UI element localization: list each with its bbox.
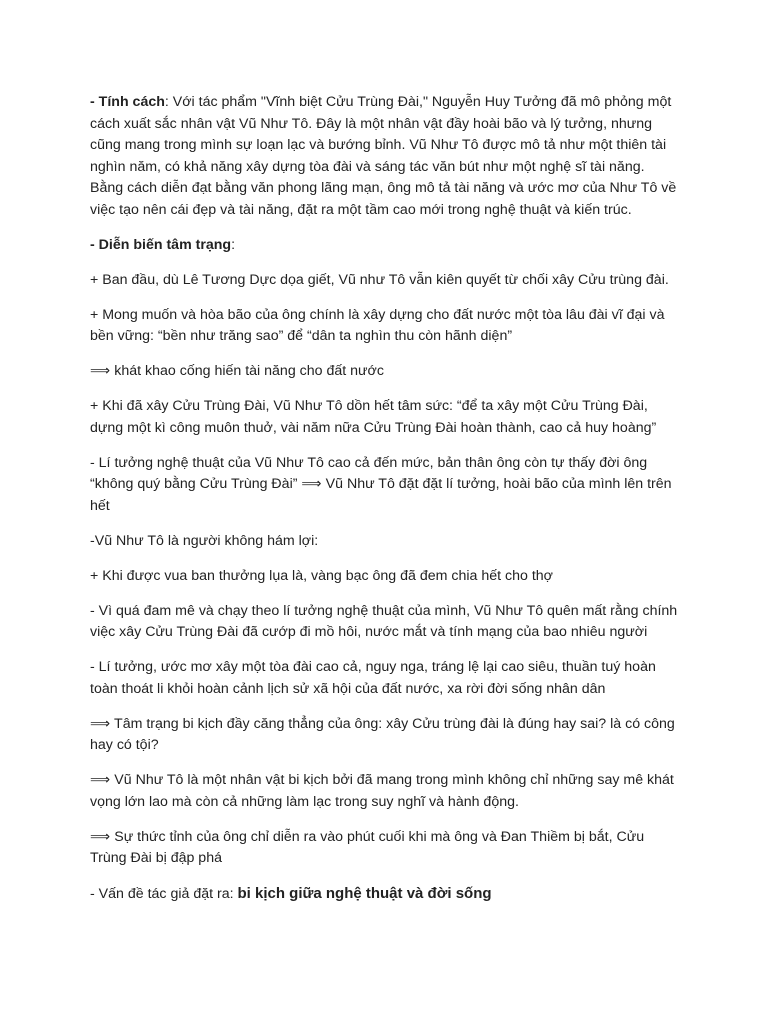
paragraph: + Mong muốn và hòa bão của ông chính là xây dựng cho đất nước một tòa lâu đài vĩ đại và bền vững: “bền như trăng sao” để “dân ta nghìn thu còn hãnh diện” bbox=[90, 306, 665, 344]
paragraph: - Vì quá đam mê và chạy theo lí tưởng nghệ thuật của mình, Vũ Như Tô quên mất rằng chính việc xây Cửu Trùng Đài đã cướp đi mồ hôi, nước mắt và tính mạng của bao nhiêu người bbox=[90, 602, 678, 640]
paragraph: ⟹ Sự thức tỉnh của ông chỉ diễn ra vào phút cuối khi mà ông và Đan Thiềm bị bắt, Cửu Trùng Đài bị đập phá bbox=[90, 828, 645, 866]
paragraph-issue bbox=[90, 883, 680, 906]
paragraph: + Ban đầu, dù Lê Tương Dực dọa giết, Vũ như Tô vẫn kiên quyết từ chối xây Cửu trùng đài. bbox=[90, 271, 669, 288]
paragraph-text: - Vấn đề tác giả đặt ra: bbox=[90, 886, 238, 902]
heading-personality: - Tính cách bbox=[90, 94, 165, 110]
paragraph-text: : Với tác phẩm "Vĩnh biệt Cửu Trùng Đài," Nguyễn Huy Tưởng đã mô phỏng một cách xuất sắc nhân vật Vũ Như Tô. Đây là một nhân vật đầy hoài bão và lý tưởng, nhưng cũng mang trong mình sự loạn lạc và bướng bỉnh. Vũ Như Tô được mô tả như một thiên tài nghìn năm, có khả năng xây dựng tòa đài và sáng tác văn bút như một nghệ sĩ tài năng. Bằng cách diễn đạt bằng văn phong lãng mạn, ông mô tả tài năng và ước mơ của Như Tô về việc tạo nên cái đẹp và tài năng, đặt ra một tầm cao mới trong nghệ thuật và kiến trúc. bbox=[90, 94, 677, 218]
paragraph-personality bbox=[90, 92, 680, 221]
paragraph: -Vũ Như Tô là người không hám lợi: bbox=[90, 532, 319, 549]
paragraph: ⟹ Tâm trạng bi kịch đầy căng thẳng của ông: xây Cửu trùng đài là đúng hay sai? là có công hay có tội? bbox=[90, 715, 675, 753]
paragraph: + Khi được vua ban thưởng lụa là, vàng bạc ông đã đem chia hết cho thợ bbox=[90, 567, 553, 584]
paragraph: ⟹ khát khao cống hiến tài năng cho đất nước bbox=[90, 363, 384, 379]
paragraph: - Lí tưởng nghệ thuật của Vũ Như Tô cao cả đến mức, bản thân ông còn tự thấy đời ông “không quý bằng Cửu Trùng Đài” ⟹ Vũ Như Tô đặt đặt lí tưởng, hoài bão của mình lên trên hết bbox=[90, 454, 672, 514]
paragraph: ⟹ Vũ Như Tô là một nhân vật bi kịch bởi đã mang trong mình không chỉ những say mê khát vọng lớn lao mà còn cả những làm lạc trong suy nghĩ và hành động. bbox=[90, 772, 674, 810]
paragraph-text: : bbox=[231, 236, 236, 253]
heading-mood-development: - Diễn biến tâm trạng bbox=[90, 236, 232, 253]
paragraph: - Lí tưởng, ước mơ xây một tòa đài cao cả, nguy nga, tráng lệ lại cao siêu, thuần tuý hoàn toàn thoát li khỏi hoàn cảnh lịch sử xã hội của đất nước, xa rời đời sống nhân dân bbox=[90, 659, 656, 697]
issue-emphasis: bi kịch giữa nghệ thuật và đời sống bbox=[237, 885, 492, 902]
paragraph-mood-heading bbox=[90, 235, 680, 257]
document-page bbox=[90, 92, 680, 919]
paragraph: + Khi đã xây Cửu Trùng Đài, Vũ Như Tô dồn hết tâm sức: “để ta xây một Cửu Trùng Đài, dựng một kì công muôn thuở, vài năm nữa Cửu Trùng Đài hoàn thành, cao cả huy hoàng” bbox=[90, 398, 657, 436]
